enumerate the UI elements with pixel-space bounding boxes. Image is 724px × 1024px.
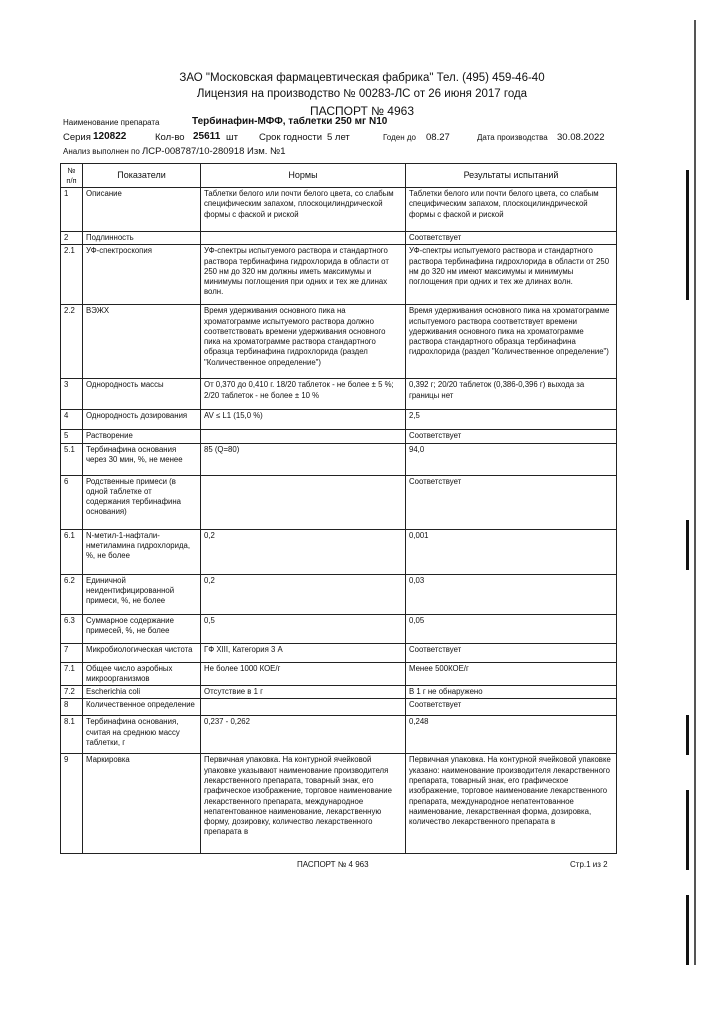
row-number: 6 bbox=[61, 475, 83, 529]
test-results-table bbox=[60, 163, 617, 854]
row-number: 8.1 bbox=[61, 716, 83, 754]
row-number: 3 bbox=[61, 379, 83, 410]
series-value: 120822 bbox=[93, 131, 127, 142]
row-result: Таблетки белого или почти белого цвета, со слабым специфическим запахом, плоскоцилиндрической формы с фаской и риской bbox=[406, 188, 617, 232]
row-number: 2 bbox=[61, 232, 83, 245]
table-row bbox=[61, 305, 617, 379]
row-indicator: Тербинафина основания через 30 мин, %, не менее bbox=[83, 443, 201, 475]
row-indicator: Растворение bbox=[83, 430, 201, 443]
row-norm: Таблетки белого или почти белого цвета, со слабым специфическим запахом, плоскоцилиндрической формы с фаской и риской bbox=[201, 188, 406, 232]
license-line: Лицензия на производство № 00283-ЛС от 26 июня 2017 года bbox=[196, 88, 528, 100]
table-row bbox=[61, 443, 617, 475]
row-result: Время удерживания основного пика на хроматограмме испытуемого раствора соответствует времени удерживания основного пика на хроматограмме раствора стандартного образца тербинафина гидрохлорида (раздел "Количественное определение") bbox=[406, 305, 617, 379]
col-header-results: Результаты испытаний bbox=[406, 164, 617, 188]
row-result: 2,5 bbox=[406, 410, 617, 430]
table-row bbox=[61, 574, 617, 614]
row-norm: ГФ XIII, Категория 3 А bbox=[201, 643, 406, 662]
table-row bbox=[61, 245, 617, 305]
row-result: 0,248 bbox=[406, 716, 617, 754]
row-indicator: Однородность дозирования bbox=[83, 410, 201, 430]
product-name-value: Тербинафин-МФФ, таблетки 250 мг N10 bbox=[192, 116, 388, 127]
row-indicator: Тербинафина основания, считая на среднюю массу таблетки, г bbox=[83, 716, 201, 754]
row-norm: Не более 1000 КОЕ/г bbox=[201, 662, 406, 686]
analysis-label: Анализ выполнен по bbox=[63, 147, 140, 156]
row-norm: 0,5 bbox=[201, 614, 406, 643]
row-result: Соответствует bbox=[406, 699, 617, 716]
valid-until-label: Годен до bbox=[383, 133, 416, 142]
row-norm: Отсутствие в 1 г bbox=[201, 686, 406, 699]
row-number: 8 bbox=[61, 699, 83, 716]
production-date-label: Дата производства bbox=[477, 133, 548, 142]
table-row bbox=[61, 188, 617, 232]
row-result: Менее 500КОЕ/г bbox=[406, 662, 617, 686]
row-indicator: Микробиологическая чистота bbox=[83, 643, 201, 662]
row-indicator: Суммарное содержание примесей, %, не более bbox=[83, 614, 201, 643]
row-result: В 1 г не обнаружено bbox=[406, 686, 617, 699]
table-row bbox=[61, 232, 617, 245]
row-norm: 85 (Q=80) bbox=[201, 443, 406, 475]
row-result: Соответствует bbox=[406, 232, 617, 245]
row-norm: УФ-спектры испытуемого раствора и стандартного раствора тербинафина гидрохлорида в области от 250 нм до 320 нм должны иметь максимумы и минимумы поглощения при одних и тех же длинах волн. bbox=[201, 245, 406, 305]
row-indicator: Родственные примеси (в одной таблетке от содержания тербинафина основания) bbox=[83, 475, 201, 529]
row-result: 0,05 bbox=[406, 614, 617, 643]
row-number: 2.1 bbox=[61, 245, 83, 305]
production-date-value: 30.08.2022 bbox=[557, 132, 605, 143]
row-indicator: УФ-спектроскопия bbox=[83, 245, 201, 305]
row-result: Соответствует bbox=[406, 643, 617, 662]
row-norm: 0,2 bbox=[201, 529, 406, 574]
row-indicator: Маркировка bbox=[83, 754, 201, 854]
footer-page: Стр.1 из 2 bbox=[570, 860, 608, 869]
row-norm: 0,2 bbox=[201, 574, 406, 614]
table-row bbox=[61, 475, 617, 529]
company-line: ЗАО "Московская фармацевтическая фабрика" Тел. (495) 459-46-40 bbox=[179, 72, 545, 84]
qty-value: 25611 bbox=[193, 131, 221, 142]
row-result: 0,001 bbox=[406, 529, 617, 574]
table-row bbox=[61, 410, 617, 430]
table-row bbox=[61, 614, 617, 643]
row-indicator: Общее число аэробных микроорганизмов bbox=[83, 662, 201, 686]
analysis-value: ЛСР-008787/10-280918 Изм. №1 bbox=[142, 146, 286, 157]
row-norm: Первичная упаковка. На контурной ячейковой упаковке указывают наименование производителя лекарственного препарата, товарный знак, его графическое изображение, торговое наименование лекарственного препарата, международное непатентованное наименование, лекарственную форму, дозировку, количество лекарственного препарата в bbox=[201, 754, 406, 854]
table-row bbox=[61, 662, 617, 686]
row-result: Соответствует bbox=[406, 475, 617, 529]
row-norm: От 0,370 до 0,410 г. 18/20 таблеток - не более ± 5 %; 2/20 таблеток - не более ± 10 % bbox=[201, 379, 406, 410]
table-row bbox=[61, 686, 617, 699]
row-indicator: Однородность массы bbox=[83, 379, 201, 410]
series-label: Серия bbox=[63, 132, 91, 143]
row-number: 4 bbox=[61, 410, 83, 430]
shelf-life-label: Срок годности bbox=[259, 132, 323, 143]
row-norm bbox=[201, 699, 406, 716]
table-row bbox=[61, 754, 617, 854]
scan-edge-mark bbox=[686, 895, 689, 965]
qty-unit: шт bbox=[226, 132, 238, 143]
row-number: 6.2 bbox=[61, 574, 83, 614]
table-header-row bbox=[61, 164, 617, 188]
row-norm: 0,237 - 0,262 bbox=[201, 716, 406, 754]
col-header-norms: Нормы bbox=[201, 164, 406, 188]
qty-label: Кол-во bbox=[155, 132, 185, 143]
scan-edge-mark bbox=[686, 520, 689, 570]
row-indicator: Описание bbox=[83, 188, 201, 232]
table-row bbox=[61, 716, 617, 754]
row-indicator: Подлинность bbox=[83, 232, 201, 245]
table-row bbox=[61, 529, 617, 574]
table-row bbox=[61, 430, 617, 443]
row-indicator: N-метил-1-нафтали-нметиламина гидрохлорида, %, не более bbox=[83, 529, 201, 574]
table-row bbox=[61, 699, 617, 716]
footer-passport: ПАСПОРТ № 4 963 bbox=[297, 860, 369, 869]
shelf-life-value: 5 лет bbox=[327, 132, 350, 143]
passport-title: ПАСПОРТ № 4963 bbox=[309, 104, 415, 118]
table-row bbox=[61, 379, 617, 410]
row-number: 7.1 bbox=[61, 662, 83, 686]
row-result: Первичная упаковка. На контурной ячейковой упаковке указано: наименование производителя лекарственного препарата, товарный знак, его графическое изображение, торговое наименование лекарственного препарата, международное непатентованное наименование, лекарственная форма, дозировка, количество лекарственного препарата в bbox=[406, 754, 617, 854]
scan-edge-mark bbox=[686, 170, 689, 300]
row-number: 1 bbox=[61, 188, 83, 232]
row-norm bbox=[201, 232, 406, 245]
scan-edge-mark bbox=[686, 790, 689, 870]
row-result: УФ-спектры испытуемого раствора и стандартного раствора тербинафина гидрохлорида в области от 250 нм до 320 нм имеют максимумы и минимумы поглощения при одних и тех же длинах волн. bbox=[406, 245, 617, 305]
row-number: 5 bbox=[61, 430, 83, 443]
product-name-label: Наименование препарата bbox=[63, 118, 160, 127]
row-indicator: ВЭЖХ bbox=[83, 305, 201, 379]
row-result: 0,392 г; 20/20 таблеток (0,386-0,396 г) выхода за границы нет bbox=[406, 379, 617, 410]
row-number: 5.1 bbox=[61, 443, 83, 475]
row-norm bbox=[201, 430, 406, 443]
scan-edge-line bbox=[694, 20, 696, 965]
row-indicator: Количественное определение bbox=[83, 699, 201, 716]
row-result: 0,03 bbox=[406, 574, 617, 614]
row-number: 6.1 bbox=[61, 529, 83, 574]
scan-edge-mark bbox=[686, 715, 689, 755]
row-number: 2.2 bbox=[61, 305, 83, 379]
col-header-number: № п/п bbox=[61, 164, 83, 188]
valid-until-value: 08.27 bbox=[426, 132, 450, 143]
row-indicator: Escherichia coli bbox=[83, 686, 201, 699]
row-norm: Время удерживания основного пика на хроматограмме испытуемого раствора должно соответствовать времени удерживания основного пика на хроматограмме раствора стандартного образца тербинафина гидрохлорида (раздел "Количественное определение") bbox=[201, 305, 406, 379]
row-number: 7 bbox=[61, 643, 83, 662]
row-norm bbox=[201, 475, 406, 529]
row-norm: AV ≤ L1 (15,0 %) bbox=[201, 410, 406, 430]
row-result: Соответствует bbox=[406, 430, 617, 443]
col-header-indicator: Показатели bbox=[83, 164, 201, 188]
row-number: 7.2 bbox=[61, 686, 83, 699]
row-result: 94,0 bbox=[406, 443, 617, 475]
row-number: 6.3 bbox=[61, 614, 83, 643]
row-indicator: Единичной неидентифицированной примеси, %, не более bbox=[83, 574, 201, 614]
table-row bbox=[61, 643, 617, 662]
row-number: 9 bbox=[61, 754, 83, 854]
